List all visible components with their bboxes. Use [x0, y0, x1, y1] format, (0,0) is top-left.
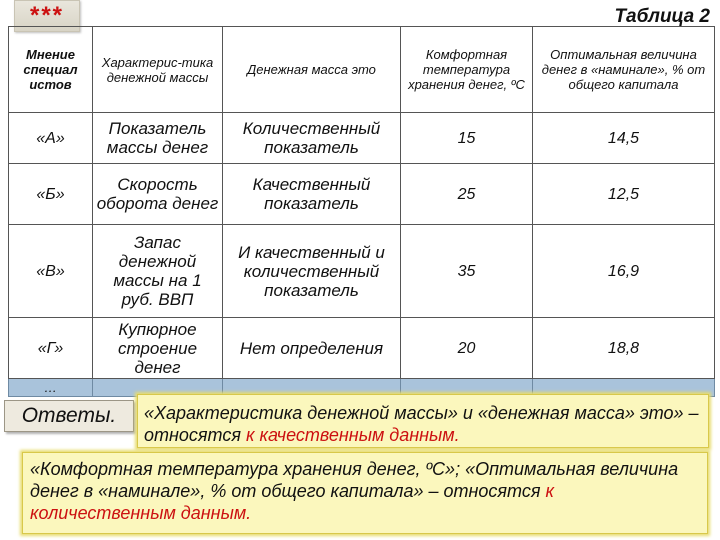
header-cell-specialists: Мнение специал истов — [9, 27, 93, 113]
table-cell: Скорость оборота денег — [93, 164, 223, 225]
table-cell: 35 — [401, 225, 533, 318]
answer-1-text — [144, 402, 704, 446]
table-cell: 18,8 — [533, 317, 715, 378]
header-cell-money-supply: Денежная масса это — [223, 27, 401, 113]
table-cell: 20 — [401, 317, 533, 378]
table-row — [9, 113, 715, 164]
table-row — [9, 164, 715, 225]
table-cell: Количественный показатель — [223, 113, 401, 164]
table-cell: «Б» — [9, 164, 93, 225]
answer-1-body: «Характеристика денежной массы» и «денежная масса» это» – относятся — [144, 403, 699, 445]
table-cell: Показатель массы денег — [93, 113, 223, 164]
comparison-table — [8, 26, 715, 397]
answers-label: Ответы. — [4, 400, 134, 432]
table-cell: 12,5 — [533, 164, 715, 225]
table-title: Таблица 2 — [614, 6, 710, 27]
answer-2-highlight: к количественным данным. — [30, 481, 554, 523]
table-cell: «В» — [9, 225, 93, 318]
header-cell-temperature: Комфортная температура хранения денег, ºС — [401, 27, 533, 113]
table-cell: Качественный показатель — [223, 164, 401, 225]
answer-1-highlight: к качественным данным. — [245, 425, 460, 445]
table-cell: Запас денежной массы на 1 руб. ВВП — [93, 225, 223, 318]
table-cell: «А» — [9, 113, 93, 164]
table-cell: 15 — [401, 113, 533, 164]
table-cell: И качественный и количественный показатель — [223, 225, 401, 318]
header-cell-characteristic: Характерис-тика денежной массы — [93, 27, 223, 113]
answer-2-body: «Комфортная температура хранения денег, ºС»; «Оптимальная величина денег в «наминале», % от общего капитала» – относятся — [30, 459, 679, 501]
table-cell: 25 — [401, 164, 533, 225]
table-cell: Нет определения — [223, 317, 401, 378]
ellipsis-marker: … — [9, 379, 93, 397]
stars-badge: *** — [14, 0, 80, 32]
table-cell: «Г» — [9, 317, 93, 378]
header-cell-optimal-amount: Оптимальная величина денег в «наминале», % от общего капитала — [533, 27, 715, 113]
table-cell: Купюрное строение денег — [93, 317, 223, 378]
table-row — [9, 225, 715, 318]
answer-2-text — [30, 458, 700, 524]
table-cell: 14,5 — [533, 113, 715, 164]
table-cell: 16,9 — [533, 225, 715, 318]
table-header-row — [9, 27, 715, 113]
table-row — [9, 317, 715, 378]
